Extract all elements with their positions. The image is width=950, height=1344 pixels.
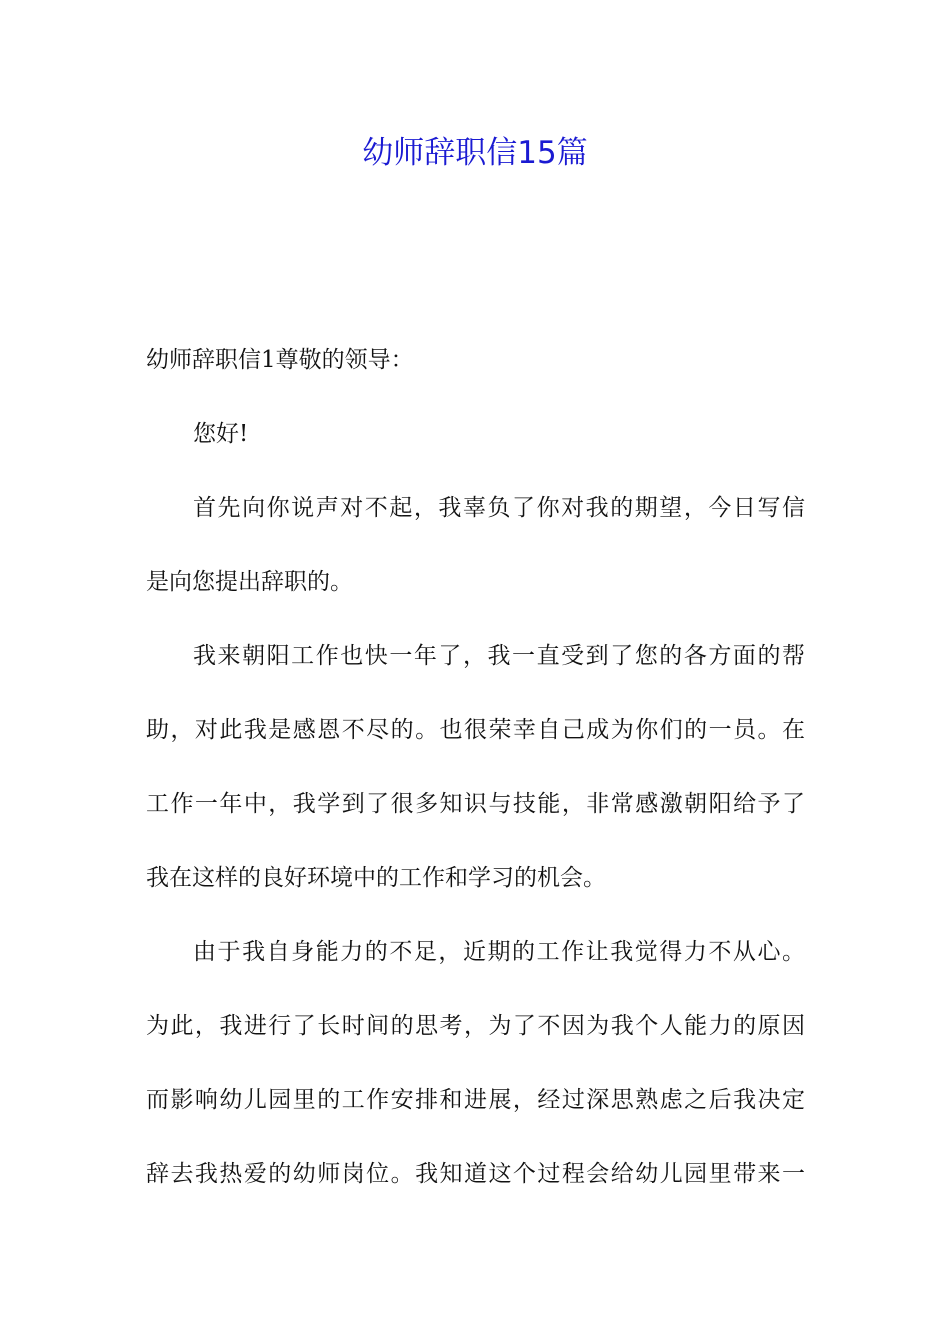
body-line-greeting: 您好! [193,421,249,447]
body-line: 首先向你说声对不起，我辜负了你对我的期望，今日写信 [193,495,805,521]
body-line: 助，对此我是感恩不尽的。也很荣幸自己成为你们的一员。在 [146,717,805,743]
body-line: 工作一年中，我学到了很多知识与技能，非常感激朝阳给予了 [146,791,805,817]
body-line: 我在这样的良好环境中的工作和学习的机会。 [146,865,606,891]
body-line: 而影响幼儿园里的工作安排和进展，经过深思熟虑之后我决定 [146,1087,805,1113]
document-title: 幼师辞职信15篇 [362,135,588,171]
body-line-salutation: 幼师辞职信1尊敬的领导： [146,347,414,373]
body-line: 是向您提出辞职的。 [146,569,353,595]
body-line: 我来朝阳工作也快一年了，我一直受到了您的各方面的帮 [193,643,805,669]
body-line: 由于我自身能力的不足，近期的工作让我觉得力不从心。 [193,939,805,965]
document-body [146,338,805,1226]
body-line: 为此，我进行了长时间的思考，为了不因为我个人能力的原因 [146,1013,805,1039]
body-line: 辞去我热爱的幼师岗位。我知道这个过程会给幼儿园里带来一 [146,1161,805,1187]
